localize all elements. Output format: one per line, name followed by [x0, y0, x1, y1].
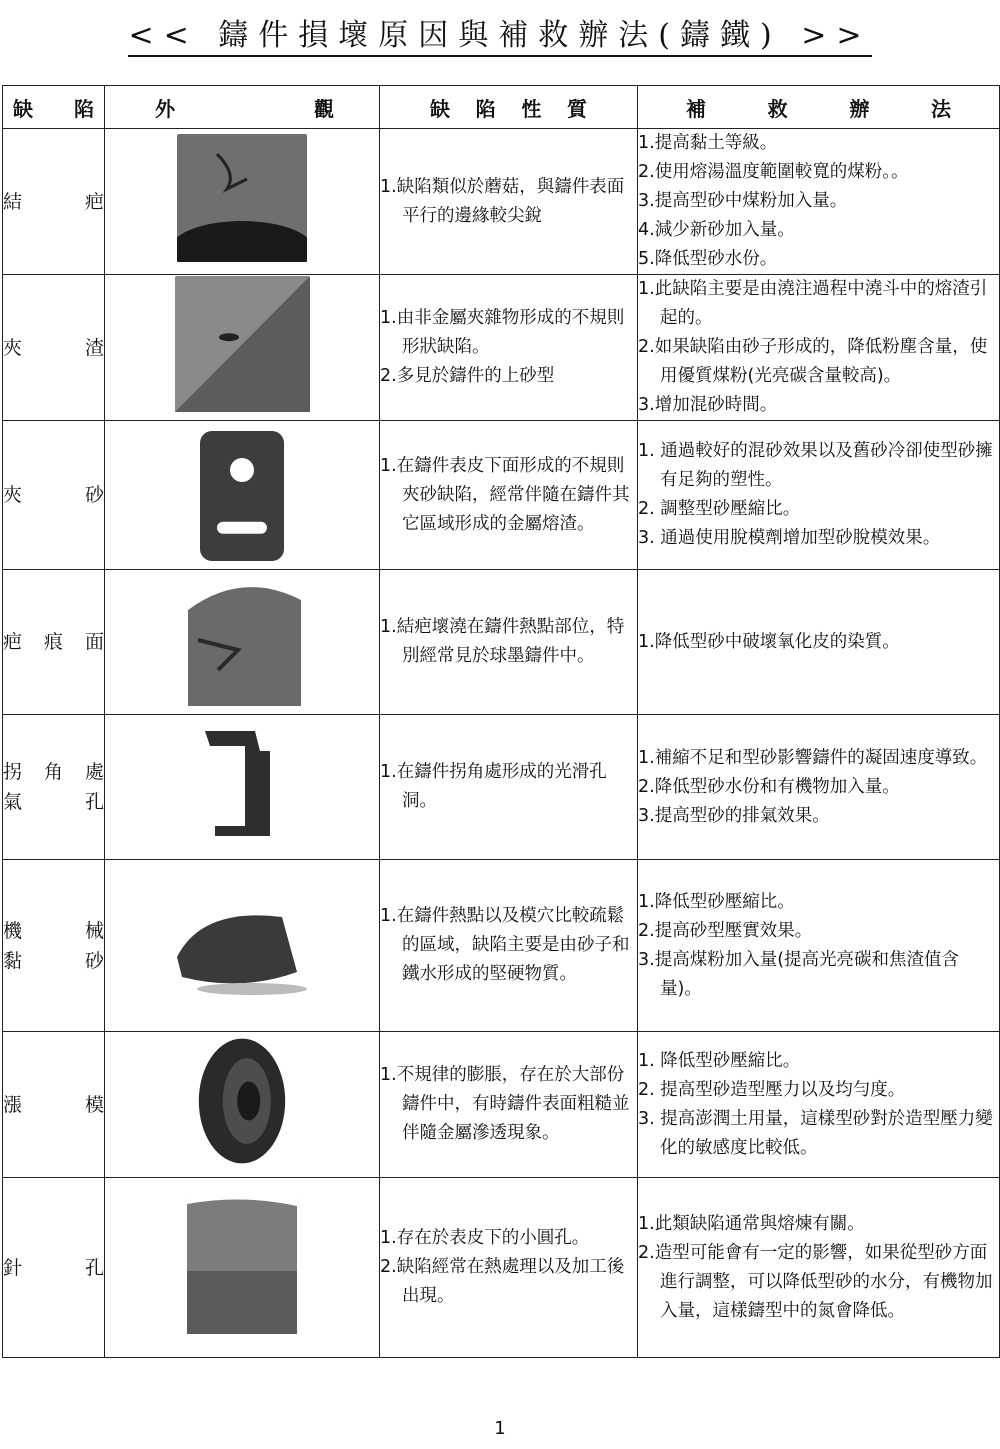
defect-name: [3, 1178, 105, 1358]
table-row: [3, 421, 1000, 570]
defect-nature-item: 1.在鑄件拐角處形成的光滑孔洞。: [380, 762, 607, 811]
defect-remedy-item: 2.如果缺陷由砂子形成的，降低粉塵含量，使用優質煤粉(光亮碳含量較高)。: [638, 337, 988, 386]
defect-photo-cell: [105, 275, 380, 421]
table-row: [3, 570, 1000, 715]
defect-name: [3, 275, 105, 421]
defect-nature-item: 1.存在於表皮下的小圓孔。: [380, 1228, 590, 1248]
defect-remedy-item: 2.造型可能會有一定的影響，如果從型砂方面進行調整，可以降低型砂的水分，有機物加入量，這樣鑄型中的氮會降低。: [638, 1242, 993, 1321]
corner-blowhole-photo: [200, 721, 285, 850]
defect-remedy-item: 3. 通過使用脫模劑增加型砂脫模效果。: [638, 528, 941, 548]
defect-nature-item: 1.在鑄件表皮下面形成的不規則夾砂缺陷，經常伴隨在鑄件其它區域形成的金屬熔渣。: [380, 455, 630, 534]
slag-inclusion-photo: [175, 276, 310, 416]
defect-remedy-item: 1.此類缺陷通常與熔煉有關。: [638, 1213, 865, 1234]
defect-remedy-item: 3.提高煤粉加入量(提高光亮碳和焦渣值含量)。: [638, 949, 960, 999]
page-number: 1: [494, 1418, 506, 1439]
defect-remedy-item: 1.降低型砂中破壞氧化皮的染質。: [638, 631, 900, 652]
defect-photo-cell: [105, 1178, 380, 1358]
defect-remedy: [638, 421, 1000, 570]
defect-nature: [380, 421, 638, 570]
defect-nature: [380, 860, 638, 1032]
mechanical-penetration-photo: [172, 887, 312, 1001]
header-defect: 缺 陷: [3, 86, 105, 129]
defect-remedy-item: 1.降低型砂壓縮比。: [638, 891, 795, 912]
defect-photo-cell: [105, 421, 380, 570]
defect-nature: [380, 1178, 638, 1358]
defect-name-line: 黏 砂: [3, 949, 104, 972]
defect-nature: [380, 570, 638, 715]
defect-nature: [380, 275, 638, 421]
defect-name: [3, 860, 105, 1032]
defect-remedy-item: 5.降低型砂水份。: [638, 249, 778, 269]
defect-name-line: 拐 角 處: [3, 761, 104, 783]
defect-remedy-item: 3.提高型砂中煤粉加入量。: [638, 191, 848, 211]
defect-name: [3, 1032, 105, 1178]
defect-name-line: 漲 模: [3, 1093, 104, 1116]
header-remedy: 補 救 辦 法: [638, 86, 1000, 129]
defect-nature-item: 1.缺陷類似於蘑菇，與鑄件表面平行的邊緣較尖銳: [380, 176, 625, 226]
defect-nature-item: 1.在鑄件熱點以及模穴比較疏鬆的區域，缺陷主要是由砂子和鐵水形成的堅硬物質。: [380, 906, 630, 984]
defect-nature: [380, 715, 638, 860]
defect-nature-item: 2.多見於鑄件的上砂型: [380, 366, 555, 386]
defect-remedy-item: 1. 降低型砂壓縮比。: [638, 1050, 801, 1071]
table-row: [3, 715, 1000, 860]
defect-remedy: [638, 129, 1000, 275]
defect-name-line: 機 械: [3, 919, 104, 942]
table-row: [3, 1178, 1000, 1358]
defect-remedy-item: 2. 調整型砂壓縮比。: [638, 499, 801, 519]
table-row: [3, 129, 1000, 275]
table-row: [3, 860, 1000, 1032]
mold-swell-photo: [194, 1036, 290, 1170]
defect-name-line: 針 孔: [3, 1256, 104, 1279]
defect-remedy-item: 1. 通過較好的混砂效果以及舊砂冷卻使型砂擁有足夠的塑性。: [638, 441, 993, 490]
defect-photo-cell: [105, 129, 380, 275]
defect-remedy-item: 2.降低型砂水份和有機物加入量。: [638, 776, 900, 797]
defect-remedy-item: 2.使用熔湯溫度範圍較寬的煤粉。。: [638, 162, 909, 182]
defect-remedy-item: 2. 提高型砂造型壓力以及均勻度。: [638, 1079, 906, 1100]
defect-nature-item: 1.不規律的膨脹，存在於大部份鑄件中，有時鑄件表面粗糙並伴隨金屬滲透現象。: [380, 1065, 630, 1143]
defect-photo-cell: [105, 715, 380, 860]
defect-remedy-item: 4.減少新砂加入量。: [638, 220, 795, 240]
casting-scab-photo: [177, 134, 307, 266]
defect-remedy: [638, 715, 1000, 860]
defect-table: [2, 85, 1000, 1358]
defect-remedy: [638, 1032, 1000, 1178]
defect-name-line: 結 疤: [3, 190, 104, 213]
defect-nature: [380, 1032, 638, 1178]
table-row: [3, 1032, 1000, 1178]
defect-nature: [380, 129, 638, 275]
defect-remedy-item: 2.提高砂型壓實效果。: [638, 920, 813, 941]
header-appearance: 外 觀: [105, 86, 380, 129]
defect-remedy-item: 3. 提高澎潤土用量，這樣型砂對於造型壓力變化的敏感度比較低。: [638, 1108, 993, 1158]
defect-nature-item: 2.缺陷經常在熱處理以及加工後出現。: [380, 1257, 625, 1306]
defect-name: [3, 421, 105, 570]
defect-name-line: 疤 痕 面: [3, 631, 104, 653]
defect-nature-item: 1.由非金屬夾雜物形成的不規則形狀缺陷。: [380, 308, 625, 357]
defect-name-line: 夾 砂: [3, 484, 104, 506]
defect-name-line: 氣 孔: [3, 791, 104, 813]
defect-remedy-item: 1.補縮不足和型砂影響鑄件的凝固速度導致。: [638, 747, 988, 768]
table-row: [3, 275, 1000, 421]
defect-photo-cell: [105, 860, 380, 1032]
defect-remedy-item: 3.增加混砂時間。: [638, 395, 778, 415]
defect-photo-cell: [105, 1032, 380, 1178]
defect-remedy: [638, 860, 1000, 1032]
defect-name: [3, 129, 105, 275]
defect-remedy: [638, 570, 1000, 715]
defect-remedy: [638, 275, 1000, 421]
defect-remedy-item: 1.提高黏土等級。: [638, 133, 778, 153]
scarred-surface-photo: [178, 570, 306, 710]
page-title: << 鑄件損壞原因與補救辦法(鑄鐵) >>: [0, 10, 1000, 54]
defect-name-line: 夾 渣: [3, 336, 104, 359]
defect-name: [3, 715, 105, 860]
pinhole-photo: [187, 1194, 297, 1338]
defect-remedy-item: 1.此缺陷主要是由澆注過程中澆斗中的熔渣引起的。: [638, 279, 988, 328]
table-header-row: [3, 86, 1000, 129]
defect-remedy-item: 3.提高型砂的排氣效果。: [638, 805, 830, 826]
defect-name: [3, 570, 105, 715]
defect-photo-cell: [105, 570, 380, 715]
defect-remedy: [638, 1178, 1000, 1358]
sand-inclusion-photo: [192, 421, 292, 565]
defect-nature-item: 1.結疤壞澆在鑄件熱點部位，特別經常見於球墨鑄件中。: [380, 617, 625, 666]
header-nature: 缺 陷 性 質: [380, 86, 638, 129]
